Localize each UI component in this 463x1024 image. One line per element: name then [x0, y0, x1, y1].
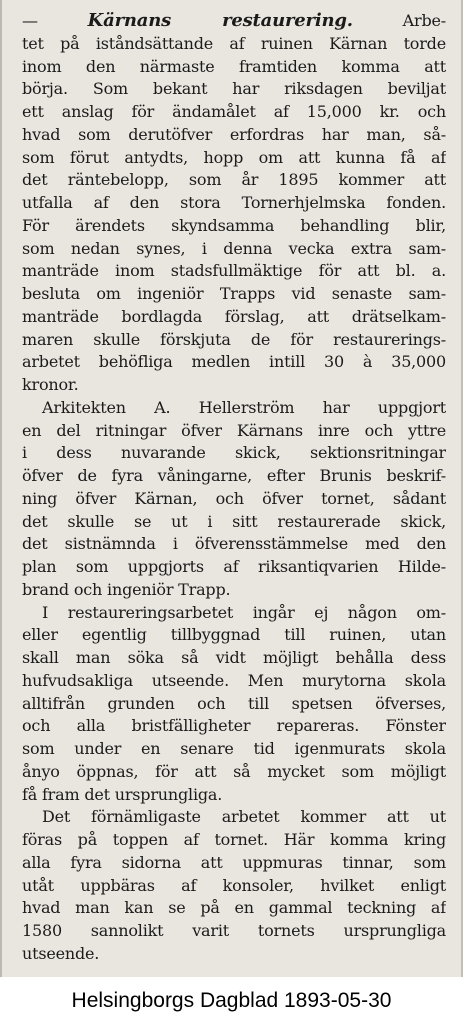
- article-line: eller egentlig tillbyggnad till ruinen, utan: [22, 625, 446, 645]
- image-caption: Helsingborgs Dagblad 1893-05-30: [0, 977, 463, 1024]
- article-line: manträde bordlagda förslag, att drätselkam-: [22, 306, 446, 326]
- article-line: maren skulle förskjuta de för restaurerings-: [22, 329, 446, 349]
- article-column: [22, 10, 446, 966]
- article-line: besluta om ingeniör Trapps vid senaste sam-: [22, 284, 446, 303]
- article-line: manträde inom stadsfullmäktige för att bl. a.: [22, 261, 446, 281]
- article-line: hvad man kan se på en gammal teckning af: [22, 898, 446, 918]
- article-line: utseende.: [22, 943, 100, 963]
- article-line: i dess nuvarande skick, sektionsritningar: [22, 443, 446, 463]
- article-line: en del ritningar öfver Kärnans inre och yttre: [22, 420, 446, 440]
- article-line: utfalla af den stora Tornerhjelmska fonden.: [22, 193, 446, 212]
- article-line: öfver de fyra våningarne, efter Brunis beskrif-: [22, 466, 446, 485]
- article-line: alltifrån grunden och till spetsen öfverses,: [22, 693, 446, 713]
- article-line: För ärendets skyndsamma behandling blir,: [22, 215, 446, 235]
- article-line: det sistnämnda i öfverensstämmelse med den: [22, 534, 446, 554]
- article-line: plan som uppgjorts af riksantiqvarien Hilde-: [22, 557, 446, 576]
- article-line: som förut antydts, hopp om att kunna få af: [22, 147, 446, 167]
- article-line: arbetet behöfliga medlen intill 30 à 35,000: [22, 352, 446, 372]
- article-line: som under en senare tid igenmurats skola: [22, 739, 446, 758]
- article-line: det räntebelopp, som år 1895 kommer att: [22, 170, 446, 190]
- article-line: alla fyra sidorna att uppmuras tinnar, som: [22, 852, 446, 872]
- article-line: föras på toppen af tornet. Här komma kring: [22, 830, 446, 849]
- article-line: som nedan synes, i denna vecka extra sam-: [22, 238, 446, 258]
- headline-line: [22, 10, 446, 33]
- article-line: det skulle se ut i sitt restaurerade skick,: [22, 511, 446, 531]
- article-line: tet på iståndsättande af ruinen Kärnan torde: [22, 33, 446, 53]
- headline-rest: Arbe-: [402, 11, 446, 30]
- article-line: hvad som derutöfver erfordras har man, så-: [22, 124, 446, 144]
- article-line: utåt uppbäras af konsoler, hvilket enligt: [22, 875, 446, 895]
- article-headline: Kärnans restaurering.: [87, 10, 353, 31]
- article-line: 1580 sannolikt varit tornets ursprungliga: [22, 921, 446, 940]
- article-line: ning öfver Kärnan, och öfver tornet, sådant: [22, 488, 446, 508]
- article-line: ånyo öppnas, för att så mycket som möjligt: [22, 761, 446, 781]
- article-line: och alla bristfälligheter repareras. Fönster: [22, 716, 446, 736]
- article-line: I restaureringsarbetet ingår ej någon om-: [42, 602, 446, 622]
- article-line: inom den närmaste framtiden komma att: [22, 56, 446, 76]
- article-line: Arkitekten A. Hellerström har uppgjort: [42, 397, 446, 417]
- headline-dash: —: [22, 11, 38, 30]
- article-line: hufvudsakliga utseende. Men murytorna skola: [22, 670, 446, 690]
- article-line: Det förnämligaste arbetet kommer att ut: [42, 807, 446, 827]
- article-line: börja. Som bekant har riksdagen beviljat: [22, 79, 446, 99]
- article-line: ett anslag för ändamålet af 15,000 kr. och: [22, 102, 446, 121]
- article-line: få fram det ursprungliga.: [22, 784, 223, 804]
- article-line: kronor.: [22, 375, 79, 394]
- article-line: brand och ingeniör Trapp.: [22, 579, 231, 599]
- article-line: skall man söka så vidt möjligt behålla dess: [22, 648, 446, 667]
